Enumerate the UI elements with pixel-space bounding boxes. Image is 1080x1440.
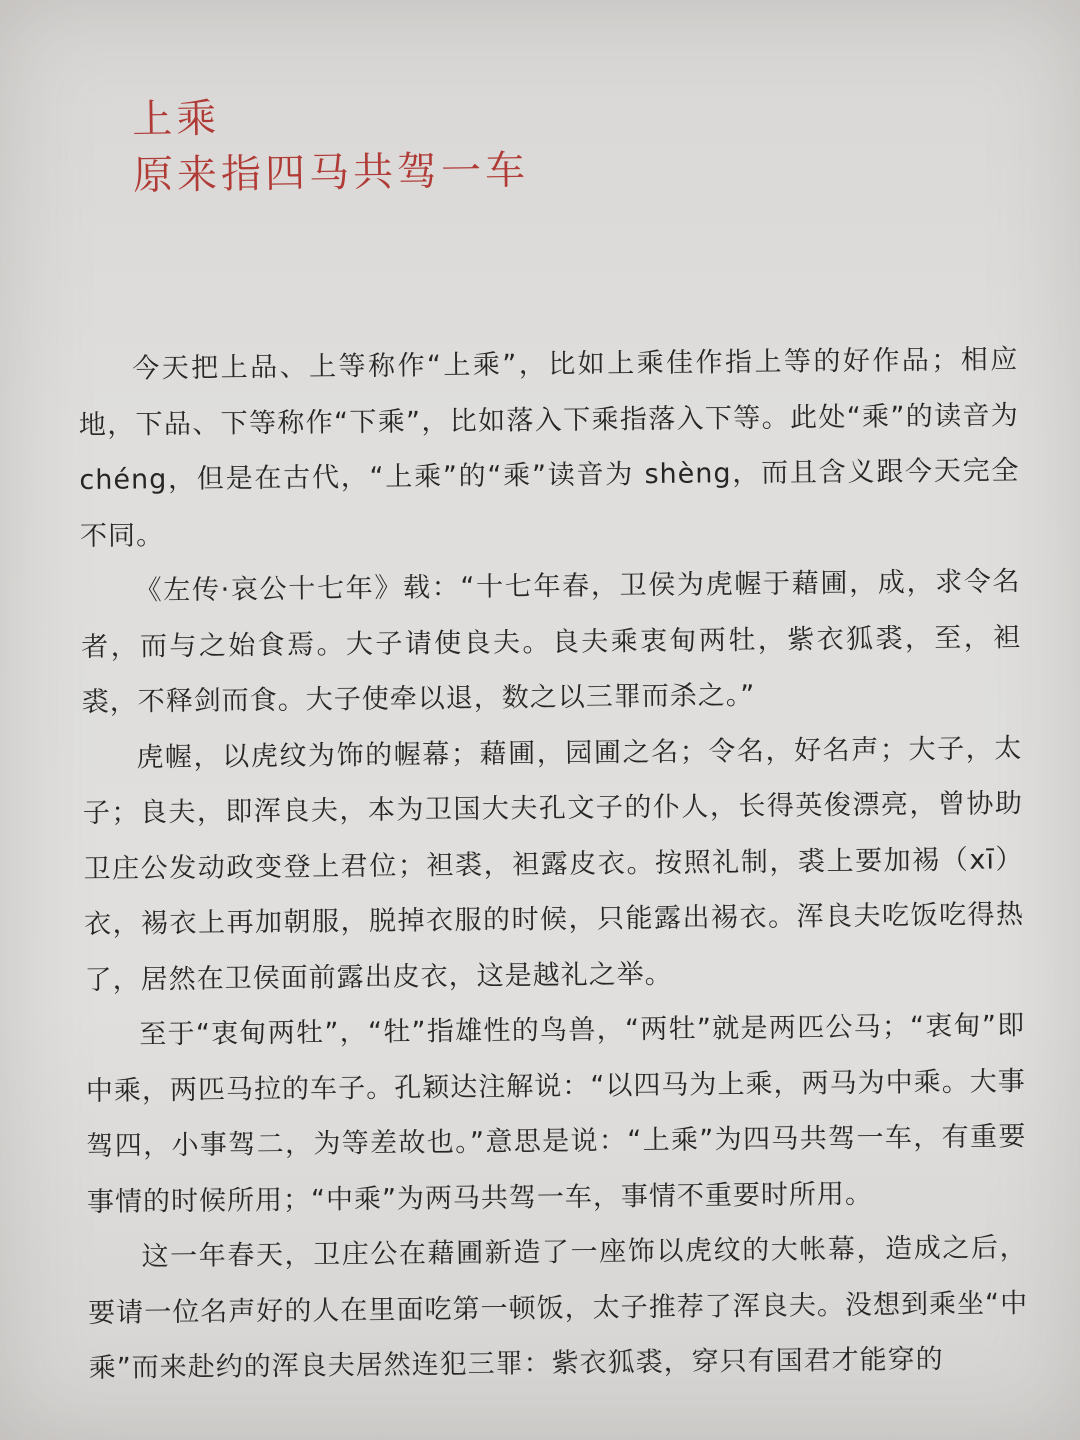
- title-line-2: 原来指四马共驾一车: [132, 147, 530, 199]
- paragraph-3: 虎幄，以虎纹为饰的幄幕；藉圃，园圃之名；令名，好名声；大子，太子；良夫，即浑良夫，本为卫国大夫孔文子的仆人，长得英俊漂亮，曾协助卫庄公发动政变登上君位；袒裘，袒露皮衣。按照礼制，裘上要加裼（xī）衣，裼衣上再加朝服，脱掉衣服的时候，只能露出裼衣。浑良夫吃饭吃得热了，居然在卫侯面前露出皮衣，这是越礼之举。: [82, 732, 1025, 996]
- paragraph-2: 《左传·哀公十七年》载：“十七年春，卫侯为虎幄于藉圃，成，求令名者，而与之始食焉。大子请使良夫。良夫乘衷甸两牡，紫衣狐裘，至，袒裘，不释剑而食。大子使牵以退，数之以三罪而杀之。”: [81, 566, 1022, 718]
- paragraph-5: 这一年春天，卫庄公在藉圃新造了一座饰以虎纹的大帐幕，造成之后，要请一位名声好的人在里面吃第一顿饭，太子推荐了浑良夫。没想到乘坐“中乘”而来赴约的浑良夫居然连犯三罪：紫衣狐裘，穿只有国君才能穿的: [88, 1232, 1029, 1384]
- chapter-title: [132, 90, 529, 200]
- body-text: [78, 332, 1029, 1396]
- paragraph-4: 至于“衷甸两牡”，“牡”指雄性的鸟兽，“两牡”就是两匹公马；“衷甸”即中乘，两匹马拉的车子。孔颖达注解说：“以四马为上乘，两马为中乘。大事驾四，小事驾二，为等差故也。”意思是说：“上乘”为四马共驾一车，有重要事情的时候所用；“中乘”为两马共驾一车，事情不重要时所用。: [85, 1010, 1027, 1218]
- title-line-1: 上乘: [132, 95, 221, 143]
- paragraph-1: 今天把上品、上等称作“上乘”，比如上乘佳作指上等的好作品；相应地，下品、下等称作“下乘”，比如落入下乘指落入下等。此处“乘”的读音为 chéng，但是在古代，“上乘”的“乘”读音为 shèng，而且含义跟今天完全不同。: [78, 344, 1020, 552]
